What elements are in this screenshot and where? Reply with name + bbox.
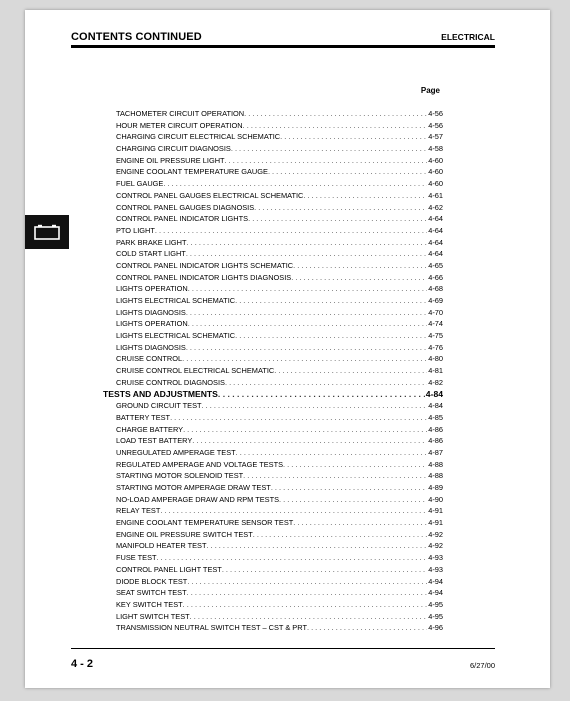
toc-leader-dots <box>157 552 428 564</box>
toc-entry <box>103 494 443 506</box>
toc-entry-title: TACHOMETER CIRCUIT OPERATION <box>116 109 245 118</box>
page-header <box>71 31 495 47</box>
toc-entry-page: 4-66 <box>428 272 443 282</box>
toc-leader-dots <box>307 622 427 634</box>
revision-date: 6/27/00 <box>469 661 495 670</box>
toc-entry <box>103 272 443 284</box>
toc-entry <box>103 318 443 330</box>
page-column-heading: Page <box>420 86 440 95</box>
table-of-contents <box>103 108 443 634</box>
toc-entry-page: 4-80 <box>428 354 443 364</box>
header-section-name: ELECTRICAL <box>441 32 495 42</box>
toc-leader-dots <box>293 260 427 272</box>
toc-entry <box>103 248 443 260</box>
toc-entry-page: 4-65 <box>428 260 443 270</box>
toc-leader-dots <box>279 494 427 506</box>
toc-entry-title: CONTROL PANEL INDICATOR LIGHTS <box>116 214 249 224</box>
toc-leader-dots <box>253 529 427 541</box>
toc-entry-page: 4-91 <box>428 506 443 516</box>
toc-leader-dots <box>182 353 427 365</box>
toc-entry-page: 4-85 <box>428 412 443 422</box>
toc-entry-title: FUSE TEST <box>116 553 157 563</box>
toc-leader-dots <box>206 540 427 552</box>
toc-entry <box>103 576 443 588</box>
toc-entry-page: 4-64 <box>428 214 443 224</box>
page-number: 4 - 2 <box>71 658 94 670</box>
toc-entry-title: MANIFOLD HEATER TEST <box>116 541 207 551</box>
toc-leader-dots <box>248 213 427 225</box>
toc-leader-dots <box>188 283 427 295</box>
toc-entry-title: ENGINE COOLANT TEMPERATURE SENSOR TEST <box>116 518 294 528</box>
toc-entry-page: 4-76 <box>428 342 443 352</box>
toc-entry-title: CONTROL PANEL GAUGES DIAGNOSIS <box>116 202 255 212</box>
toc-entry-page: 4-88 <box>428 459 443 469</box>
toc-entry <box>103 412 443 424</box>
toc-entry-page: 4-69 <box>428 296 443 305</box>
toc-entry-page: 4-68 <box>428 284 443 294</box>
toc-leader-dots <box>202 400 428 412</box>
toc-entry <box>103 155 443 167</box>
toc-entry-page: 4-88 <box>428 471 443 481</box>
toc-entry-page: 4-58 <box>428 144 443 154</box>
toc-leader-dots <box>271 482 427 494</box>
toc-entry-title: LIGHT SWITCH TEST <box>116 611 190 621</box>
toc-entry-title: CONTROL PANEL INDICATOR LIGHTS DIAGNOSIS <box>116 272 292 282</box>
toc-leader-dots <box>222 564 427 576</box>
section-tab <box>25 215 69 249</box>
toc-entry-page: 4-92 <box>428 541 443 551</box>
toc-leader-dots <box>268 166 427 178</box>
toc-entry <box>103 459 443 471</box>
toc-entry-title: PARK BRAKE LIGHT <box>116 237 187 247</box>
toc-entry <box>103 131 443 143</box>
toc-entry-page: 4-56 <box>428 109 443 118</box>
toc-entry <box>103 424 443 436</box>
toc-entry <box>103 283 443 295</box>
toc-entry-page: 4-81 <box>428 366 443 376</box>
document-page <box>25 10 550 688</box>
toc-leader-dots <box>243 120 428 132</box>
toc-entry-title: KEY SWITCH TEST <box>116 599 183 609</box>
toc-entry <box>103 599 443 611</box>
toc-entry-page: 4-64 <box>428 249 443 259</box>
toc-leader-dots <box>236 447 428 459</box>
toc-entry-page: 4-92 <box>428 529 443 539</box>
toc-entry <box>103 166 443 178</box>
toc-entry-title: LIGHTS OPERATION <box>116 319 188 329</box>
toc-entry-page: 4-94 <box>428 588 443 598</box>
toc-entry-page: 4-90 <box>428 494 443 504</box>
toc-entry <box>103 622 443 634</box>
toc-entry-title: ENGINE OIL PRESSURE LIGHT <box>116 155 225 165</box>
toc-entry-page: 4-84 <box>428 401 443 411</box>
toc-entry <box>103 143 443 155</box>
toc-entry <box>103 295 443 307</box>
toc-entry <box>103 470 443 482</box>
toc-entry-page: 4-60 <box>428 179 443 189</box>
toc-entry <box>103 108 443 120</box>
toc-entry-title: CONTROL PANEL LIGHT TEST <box>116 564 222 574</box>
toc-entry-title: CHARGING CIRCUIT DIAGNOSIS <box>116 144 231 154</box>
toc-entry-title: TRANSMISSION NEUTRAL SWITCH TEST – CST & PRT <box>116 623 307 633</box>
toc-entry <box>103 517 443 529</box>
toc-entry-page: 4-95 <box>428 599 443 609</box>
toc-entry-title: LIGHTS DIAGNOSIS <box>116 342 186 352</box>
toc-entry-title: CRUISE CONTROL DIAGNOSIS <box>116 377 225 387</box>
toc-entry-page: 4-64 <box>428 237 443 247</box>
toc-entry-page: 4-84 <box>425 388 443 399</box>
toc-leader-dots <box>293 517 427 529</box>
toc-entry <box>103 178 443 190</box>
toc-leader-dots <box>186 248 427 260</box>
toc-entry-title: PTO LIGHT <box>116 225 155 235</box>
toc-entry <box>103 447 443 459</box>
toc-entry-page: 4-93 <box>428 553 443 563</box>
toc-leader-dots <box>235 295 427 307</box>
toc-entry <box>103 435 443 447</box>
toc-entry-title: NO-LOAD AMPERAGE DRAW AND RPM TESTS <box>116 494 280 504</box>
toc-entry-title: COLD START LIGHT <box>116 249 186 259</box>
toc-entry <box>103 505 443 517</box>
toc-entry-title: DIODE BLOCK TEST <box>116 576 188 586</box>
toc-leader-dots <box>280 131 427 143</box>
toc-entry-title: LIGHTS ELECTRICAL SCHEMATIC <box>116 296 236 305</box>
toc-entry <box>103 307 443 319</box>
toc-entry <box>103 190 443 202</box>
toc-entry <box>103 377 443 389</box>
toc-entry-title: CONTROL PANEL GAUGES ELECTRICAL SCHEMATIC <box>116 190 304 200</box>
toc-leader-dots <box>190 611 428 623</box>
toc-entry-page: 4-60 <box>428 167 443 177</box>
toc-entry <box>103 564 443 576</box>
toc-entry <box>103 237 443 249</box>
toc-leader-dots <box>192 435 427 447</box>
toc-entry-title: ENGINE OIL PRESSURE SWITCH TEST <box>116 529 253 539</box>
toc-leader-dots <box>187 576 427 588</box>
battery-icon <box>34 224 60 240</box>
toc-entry <box>103 529 443 541</box>
toc-entry <box>103 552 443 564</box>
toc-leader-dots <box>188 318 427 330</box>
toc-entry-title: CONTROL PANEL INDICATOR LIGHTS SCHEMATIC <box>116 260 294 270</box>
toc-leader-dots <box>225 377 427 389</box>
toc-entry <box>103 260 443 272</box>
toc-entry <box>103 202 443 214</box>
toc-entry-page: 4-61 <box>428 190 443 200</box>
toc-entry-page: 4-60 <box>428 155 443 165</box>
toc-entry-title: BATTERY TEST <box>116 412 171 422</box>
toc-entry-title: LIGHTS DIAGNOSIS <box>116 307 186 317</box>
toc-entry-page: 4-91 <box>428 518 443 528</box>
toc-entry-title: TESTS AND ADJUSTMENTS <box>103 388 218 399</box>
toc-entry-title: RELAY TEST <box>116 506 161 516</box>
toc-entry-title: ENGINE COOLANT TEMPERATURE GAUGE <box>116 167 268 177</box>
toc-entry-page: 4-56 <box>428 120 443 130</box>
toc-entry-title: CHARGING CIRCUIT ELECTRICAL SCHEMATIC <box>116 132 281 142</box>
toc-leader-dots <box>235 330 427 342</box>
toc-entry-page: 4-57 <box>428 132 443 142</box>
toc-leader-dots <box>243 470 427 482</box>
toc-leader-dots <box>186 342 427 354</box>
toc-leader-dots <box>244 108 427 120</box>
toc-entry <box>103 540 443 552</box>
toc-entry <box>103 330 443 342</box>
toc-entry-page: 4-62 <box>428 202 443 212</box>
toc-entry-title: HOUR METER CIRCUIT OPERATION <box>116 120 243 130</box>
toc-entry <box>103 482 443 494</box>
toc-entry <box>103 611 443 623</box>
toc-leader-dots <box>170 412 427 424</box>
toc-entry-page: 4-74 <box>428 319 443 329</box>
toc-entry-page: 4-75 <box>428 331 443 341</box>
toc-entry <box>103 587 443 599</box>
toc-leader-dots <box>291 272 427 284</box>
toc-entry-title: SEAT SWITCH TEST <box>116 588 187 598</box>
toc-entry-title: LIGHTS ELECTRICAL SCHEMATIC <box>116 331 236 341</box>
toc-entry-page: 4-93 <box>428 564 443 574</box>
toc-leader-dots <box>225 155 428 167</box>
toc-leader-dots <box>160 505 427 517</box>
toc-entry-page: 4-95 <box>428 611 443 621</box>
header-title: CONTENTS CONTINUED <box>71 31 202 43</box>
toc-entry-title: FUEL GAUGE <box>116 179 164 189</box>
toc-entry <box>103 353 443 365</box>
toc-entry-page: 4-96 <box>428 623 443 633</box>
toc-leader-dots <box>231 143 427 155</box>
toc-entry-title: UNREGULATED AMPERAGE TEST <box>116 447 236 457</box>
toc-entry <box>103 213 443 225</box>
toc-entry-title: CRUISE CONTROL ELECTRICAL SCHEMATIC <box>116 366 275 376</box>
toc-entry-title: GROUND CIRCUIT TEST <box>116 401 202 411</box>
toc-leader-dots <box>155 225 427 237</box>
toc-leader-dots <box>183 599 428 611</box>
toc-leader-dots <box>283 459 427 471</box>
toc-entry-page: 4-87 <box>428 447 443 457</box>
toc-entry-page: 4-89 <box>428 483 443 492</box>
toc-entry-title: LIGHTS OPERATION <box>116 284 188 294</box>
toc-entry-page: 4-86 <box>428 436 443 446</box>
toc-entry <box>103 225 443 237</box>
toc-section-heading <box>103 389 443 401</box>
toc-entry-title: CHARGE BATTERY <box>116 424 184 434</box>
toc-entry-title: STARTING MOTOR AMPERAGE DRAW TEST <box>116 483 271 492</box>
toc-leader-dots <box>254 202 427 214</box>
toc-entry-title: REGULATED AMPERAGE AND VOLTAGE TESTS <box>116 459 284 469</box>
toc-entry-page: 4-70 <box>428 307 443 317</box>
toc-entry <box>103 400 443 412</box>
toc-entry-page: 4-86 <box>428 424 443 434</box>
toc-entry-page: 4-94 <box>428 576 443 586</box>
toc-leader-dots <box>186 307 427 319</box>
toc-entry-title: CRUISE CONTROL <box>116 354 183 364</box>
toc-leader-dots <box>183 424 427 436</box>
toc-leader-dots <box>218 389 425 401</box>
toc-entry <box>103 120 443 132</box>
header-divider <box>71 47 495 48</box>
toc-entry-page: 4-64 <box>428 225 443 235</box>
toc-entry-title: STARTING MOTOR SOLENOID TEST <box>116 471 244 481</box>
toc-leader-dots <box>274 365 427 377</box>
footer-divider <box>71 648 495 649</box>
toc-entry <box>103 342 443 354</box>
toc-leader-dots <box>163 178 427 190</box>
toc-leader-dots <box>187 587 428 599</box>
toc-entry-title: LOAD TEST BATTERY <box>116 436 193 446</box>
toc-entry-page: 4-82 <box>428 377 443 387</box>
toc-leader-dots <box>187 237 428 249</box>
toc-entry <box>103 365 443 377</box>
toc-leader-dots <box>303 190 427 202</box>
